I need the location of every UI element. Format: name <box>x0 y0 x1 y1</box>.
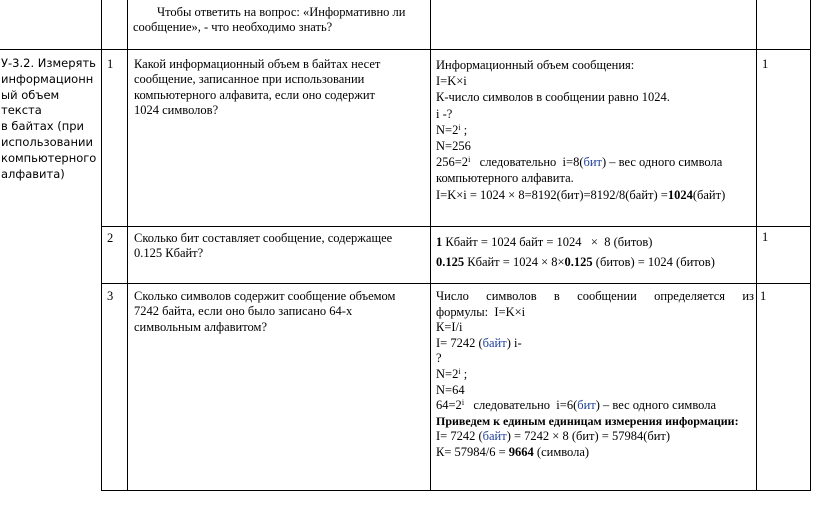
row-score: 1 <box>762 230 769 244</box>
topic-line: в байтах (при <box>1 119 85 134</box>
topic-line: использовании <box>1 134 93 149</box>
grid-line <box>101 0 102 491</box>
topic-line: алфавита) <box>1 166 65 181</box>
row-answer: Число символов в сообщении определяется из формулы: I=K×i К=I/i I= 7242 (байт) i- ? $N=2^i$ ; N=64 $64=2^i$ следовательно i=6(бит) – вес одного символа Приведем к единым единицам измерения информации: I= 7242 (байт) = 7242 × 8 (бит) = 57984(бит) К= 57984/6 = 9664 (символа) <box>436 289 754 459</box>
grid-line <box>430 0 431 491</box>
row-score: 1 <box>760 289 767 303</box>
topic-cell <box>1 56 100 182</box>
topic-line: компьютерного <box>1 150 97 165</box>
header-line: сообщение», - что необходимо знать? <box>133 20 333 35</box>
row-score: 1 <box>762 57 769 71</box>
row-number: 1 <box>107 57 114 71</box>
row-question: Какой информационный объем в байтах несет сообщение, записанное при использовании компьютерного алфавита, если оно содержит 1024 символов? <box>134 57 381 118</box>
row-question: Сколько бит составляет сообщение, содержащее 0.125 Кбайт? <box>134 231 393 261</box>
row-answer: 1 Кбайт = 1024 байт = 1024 × 8 (битов) 0.125 Кбайт = 1024 × 8×0.125 (битов) = 1024 (битов) <box>436 235 715 269</box>
grid-line <box>0 49 811 50</box>
grid-line <box>101 226 811 227</box>
header-question <box>133 5 429 36</box>
topic-line: ый объем текста <box>1 87 60 118</box>
grid-line <box>810 0 811 491</box>
topic-code: У-3.2. <box>1 56 35 70</box>
row-number: 3 <box>107 289 114 303</box>
row-question: Сколько символов содержит сообщение объемом 7242 байта, если оно было записано 64-х символьным алфавитом? <box>134 289 396 334</box>
topic-line: У-3.2. Измерять <box>1 56 96 70</box>
header-line: Чтобы ответить на вопрос: «Информативно ли <box>157 5 406 19</box>
grid-line <box>756 0 757 491</box>
grid-line <box>101 490 811 491</box>
row-number: 2 <box>107 231 114 245</box>
grid-line <box>101 283 811 284</box>
row-answer: Информационный объем сообщения: I=K×i К-число символов в сообщении равно 1024. i -? $N=2^i$ ; N=256 $256=2^i$ следовательно i=8(бит) – вес одного символа компьютерного алфавита. I=K×i = 1024 × 8=8192(бит)=8192/8(байт) =1024(байт) <box>436 58 726 202</box>
topic-line: информационн <box>1 71 94 86</box>
grid-line <box>127 0 128 491</box>
